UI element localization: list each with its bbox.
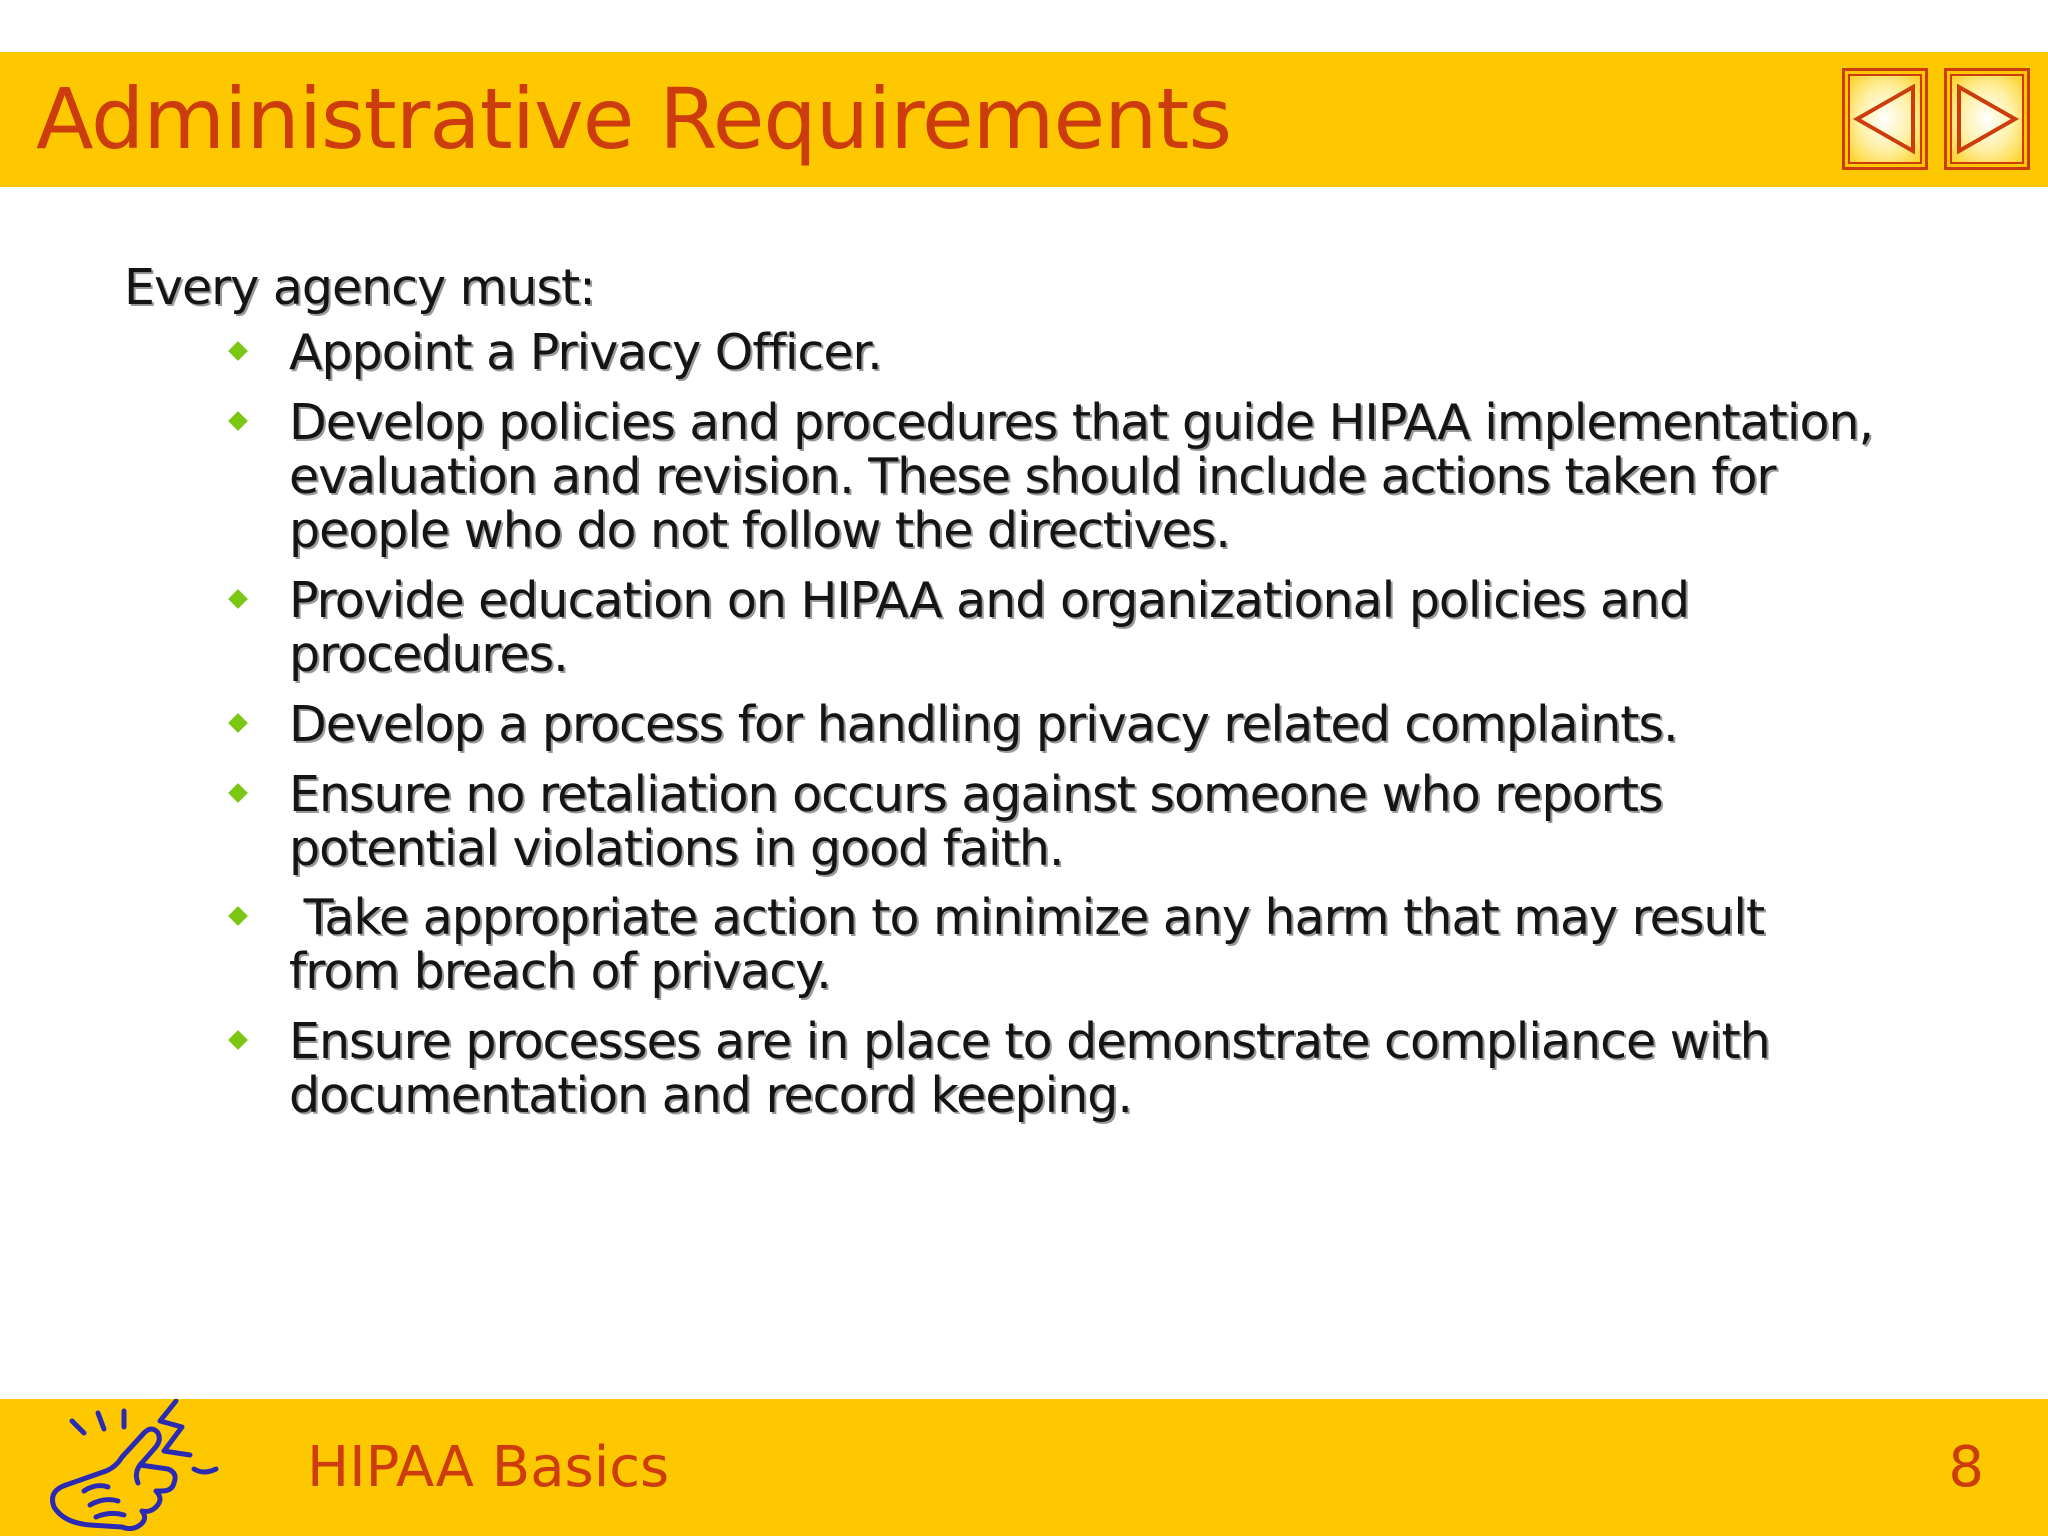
diamond-bullet-icon (228, 713, 248, 733)
bullet-text-line: Develop policies and procedures that guide HIPAA implementation, (289, 394, 1874, 451)
bullet-item (289, 1015, 2029, 1123)
footer-band (0, 1399, 2048, 1536)
bullet-item (289, 396, 2029, 558)
bullet-text-line: Ensure processes are in place to demonstrate compliance with (289, 1013, 1770, 1070)
bullet-text-line: people who do not follow the directives. (289, 502, 1230, 559)
bullet-text-line: Ensure no retaliation occurs against someone who reports (289, 766, 1663, 823)
slide-title: Administrative Requirements (36, 70, 1232, 168)
bullet-text-line: from breach of privacy. (289, 943, 831, 1000)
bullet-item (289, 326, 2029, 380)
bullet-text-line: evaluation and revision. These should include actions taken for (289, 448, 1776, 505)
bullet-text-line: procedures. (289, 626, 568, 683)
bullet-item (289, 768, 2029, 876)
bullet-text-line: Develop a process for handling privacy related complaints. (289, 696, 1678, 753)
footer-label: HIPAA Basics (307, 1435, 670, 1500)
diamond-bullet-icon (228, 783, 248, 803)
bullet-item (289, 891, 2029, 999)
lead-text: Every agency must: (124, 259, 595, 316)
bullet-text-line: potential violations in good faith. (289, 820, 1064, 877)
bullet-text-line: Provide education on HIPAA and organizational policies and (289, 572, 1690, 629)
diamond-bullet-icon (228, 411, 248, 431)
bullet-item (289, 698, 2029, 752)
diamond-bullet-icon (228, 906, 248, 926)
page-number: 8 (1948, 1435, 1984, 1500)
bullet-text-line: Appoint a Privacy Officer. (289, 324, 882, 381)
bullet-item (289, 574, 2029, 682)
bullet-text-line: Take appropriate action to minimize any harm that may result (289, 889, 1765, 946)
diamond-bullet-icon (228, 341, 248, 361)
pointing-hand-icon (44, 1399, 234, 1536)
diamond-bullet-icon (228, 1030, 248, 1050)
diamond-bullet-icon (228, 589, 248, 609)
bullet-text-line: documentation and record keeping. (289, 1067, 1132, 1124)
